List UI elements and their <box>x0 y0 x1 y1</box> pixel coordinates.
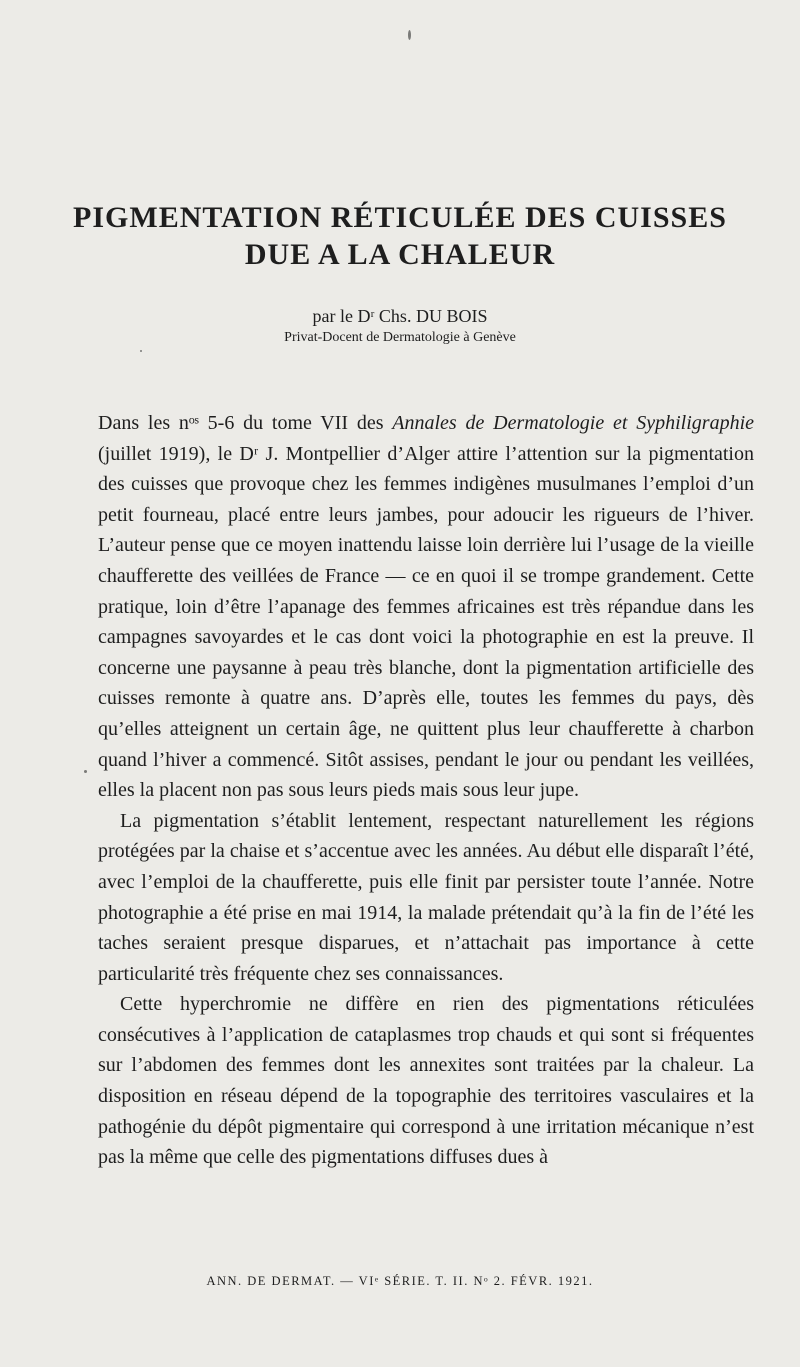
paper-speck <box>84 770 87 773</box>
paper-speck <box>140 350 142 352</box>
paragraph-1-rest: (juillet 1919), le Dʳ J. Montpellier d’Alger attire l’attention sur la pigmentation des cuisses que provoque chez les femmes indigènes musulmanes l’emploi d’un petit fourneau, placé entre leurs jambes, pour adoucir les rigueurs de l’hiver. L’auteur pense que ce moyen inattendu laisse loin derrière lui l’usage de la vieille chaufferette des veillées de France — ce en quoi il se trompe grandement. Cette pratique, loin d’être l’apanage des femmes africaines est très répandue dans les campagnes savoyardes et le cas dont voici la photographie en est la preuve. Il concerne une paysanne à peau très blanche, dont la pigmentation artificielle des cuisses remonte à quatre ans. D’après elle, toutes les femmes du pays, dès qu’elles atteignent un certain âge, ne quittent plus leur chaufferette à charbon quand l’hiver a commencé. Sitôt assises, pendant le jour ou pendant les veillées, elles la placent non pas sous leurs pieds mais sous leur jupe. <box>98 442 754 802</box>
author-affiliation: Privat-Docent de Dermatologie à Genève <box>284 330 516 345</box>
article-title-line-2: DUE A LA CHALEUR <box>244 238 556 271</box>
author-byline: par le Dʳ Chs. DU BOIS <box>312 306 488 326</box>
journal-name: Annales de Dermatologie et Syphiligraphie <box>392 412 754 434</box>
running-footer: ANN. DE DERMAT. — VIᵉ SÉRIE. T. II. Nᵒ 2. FÉVR. 1921. <box>206 1274 594 1288</box>
paragraph-2: La pigmentation s’établit lentement, respectant naturellement les régions protégées par la chaise et s’accentue avec les années. Au début elle disparaît l’été, avec l’emploi de la chaufferette, puis elle finit par persister toute l’année. Notre photographie a été prise en mai 1914, la malade prétendait qu’à la fin de l’été les taches seraient presque disparues, et n’attachait pas importance à cette particularité très fréquente chez ses connaissances. <box>98 809 754 985</box>
article-title-line-1: PIGMENTATION RÉTICULÉE DES CUISSES <box>73 201 727 234</box>
paper-speck <box>408 30 411 40</box>
paragraph-1-lead: Dans les nᵒˢ 5-6 du tome VII des <box>98 412 393 434</box>
paragraph-1 <box>98 408 754 806</box>
paragraph-3: Cette hyperchromie ne diffère en rien des pigmentations réticulées consécutives à l’application de cataplasmes trop chauds et qui sont si fréquentes sur l’abdomen des femmes dont les annexites sont traitées par la chaleur. La disposition en réseau dépend de la topographie des territoires vasculaires et la pathogénie du dépôt pigmentaire qui correspond à une irritation mécanique n’est pas la même que celle des pigmentations diffuses dues à <box>98 993 754 1169</box>
article-body <box>98 408 754 1173</box>
